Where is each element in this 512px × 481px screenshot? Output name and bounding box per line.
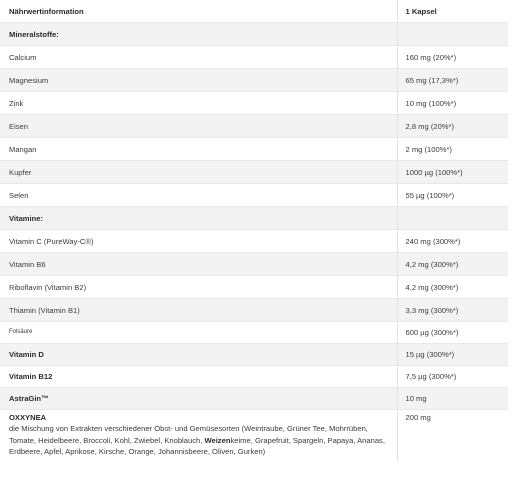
section-label-vitamins: Vitamine: (0, 207, 397, 230)
section-value-empty (397, 207, 508, 230)
table-header-row (0, 0, 508, 23)
section-row-minerals (0, 23, 508, 46)
nutrient-name: Vitamin B12 (0, 366, 397, 388)
oxxynea-description (9, 423, 397, 458)
oxxynea-desc-part2: keime, Grapefruit, Spargeln, Papaya, Ananas, Erdbeere, Apfel, Aprikose, Kirsche, Orange, Johannisbeere, Oliven, Gurken) (9, 435, 385, 456)
table-row (0, 253, 508, 276)
nutrient-name: Riboflavin (Vitamin B2) (0, 276, 397, 299)
nutrient-name: Eisen (0, 115, 397, 138)
table-row (0, 138, 508, 161)
table-row (0, 161, 508, 184)
nutrient-value: 160 mg (20%*) (397, 46, 508, 69)
nutrient-value: 4,2 mg (300%*) (397, 253, 508, 276)
nutrient-name: Selen (0, 184, 397, 207)
nutrient-value: 10 mg (100%*) (397, 92, 508, 115)
nutrient-value: 55 µg (100%*) (397, 184, 508, 207)
nutrient-value: 2 mg (100%*) (397, 138, 508, 161)
table-row (0, 46, 508, 69)
section-row-vitamins (0, 207, 508, 230)
header-label: Nährwertinformation (0, 0, 397, 23)
table-row (0, 299, 508, 322)
nutrient-value: 600 µg (300%*) (397, 322, 508, 344)
oxxynea-desc-allergen: Weizen (204, 435, 231, 445)
table-row (0, 230, 508, 253)
nutrient-name: Vitamin D (0, 344, 397, 366)
table-row (0, 344, 508, 366)
nutrient-value: 1000 µg (100%*) (397, 161, 508, 184)
nutrient-value: 15 µg (300%*) (397, 344, 508, 366)
oxxynea-cell (0, 410, 397, 462)
nutrient-value: 200 mg (397, 410, 508, 462)
table-row (0, 276, 508, 299)
nutrient-value: 7,5 µg (300%*) (397, 366, 508, 388)
table-row (0, 184, 508, 207)
nutrient-value: 240 mg (300%*) (397, 230, 508, 253)
nutrient-value: 4,2 mg (300%*) (397, 276, 508, 299)
nutrient-name: Mangan (0, 138, 397, 161)
table-row (0, 366, 508, 388)
nutrient-name: Folsäure (0, 322, 397, 344)
nutrient-value: 10 mg (397, 388, 508, 410)
section-value-empty (397, 23, 508, 46)
nutrient-name: Vitamin B6 (0, 253, 397, 276)
table-row (0, 115, 508, 138)
nutrient-value: 3,3 mg (300%*) (397, 299, 508, 322)
nutrient-name: Zink (0, 92, 397, 115)
oxxynea-desc-part1: die Mischung von Extrakten verschiedener Obst- und Gemüsesorten (Weintraube, Grüner Tee, Mohrrüben, Tomate, Heidelbeere, Broccoli, Kohl, Zwiebel, Knoblauch, (9, 424, 368, 445)
nutrient-value: 2,8 mg (20%*) (397, 115, 508, 138)
table-row (0, 69, 508, 92)
table-row (0, 322, 508, 344)
header-value: 1 Kapsel (397, 0, 508, 23)
nutrient-name: Kupfer (0, 161, 397, 184)
table-row (0, 388, 508, 410)
nutrient-name: Thiamin (Vitamin B1) (0, 299, 397, 322)
oxxynea-name: OXXYNEA (9, 413, 47, 422)
section-label-minerals: Mineralstoffe: (0, 23, 397, 46)
nutrient-name: Calcium (0, 46, 397, 69)
table-row-oxxynea (0, 410, 508, 462)
nutrient-name: Vitamin C (PureWay-C®) (0, 230, 397, 253)
nutrient-name: Magnesium (0, 69, 397, 92)
nutrient-value: 65 mg (17,3%*) (397, 69, 508, 92)
table-row (0, 92, 508, 115)
nutrient-name: AstraGin™ (0, 388, 397, 410)
